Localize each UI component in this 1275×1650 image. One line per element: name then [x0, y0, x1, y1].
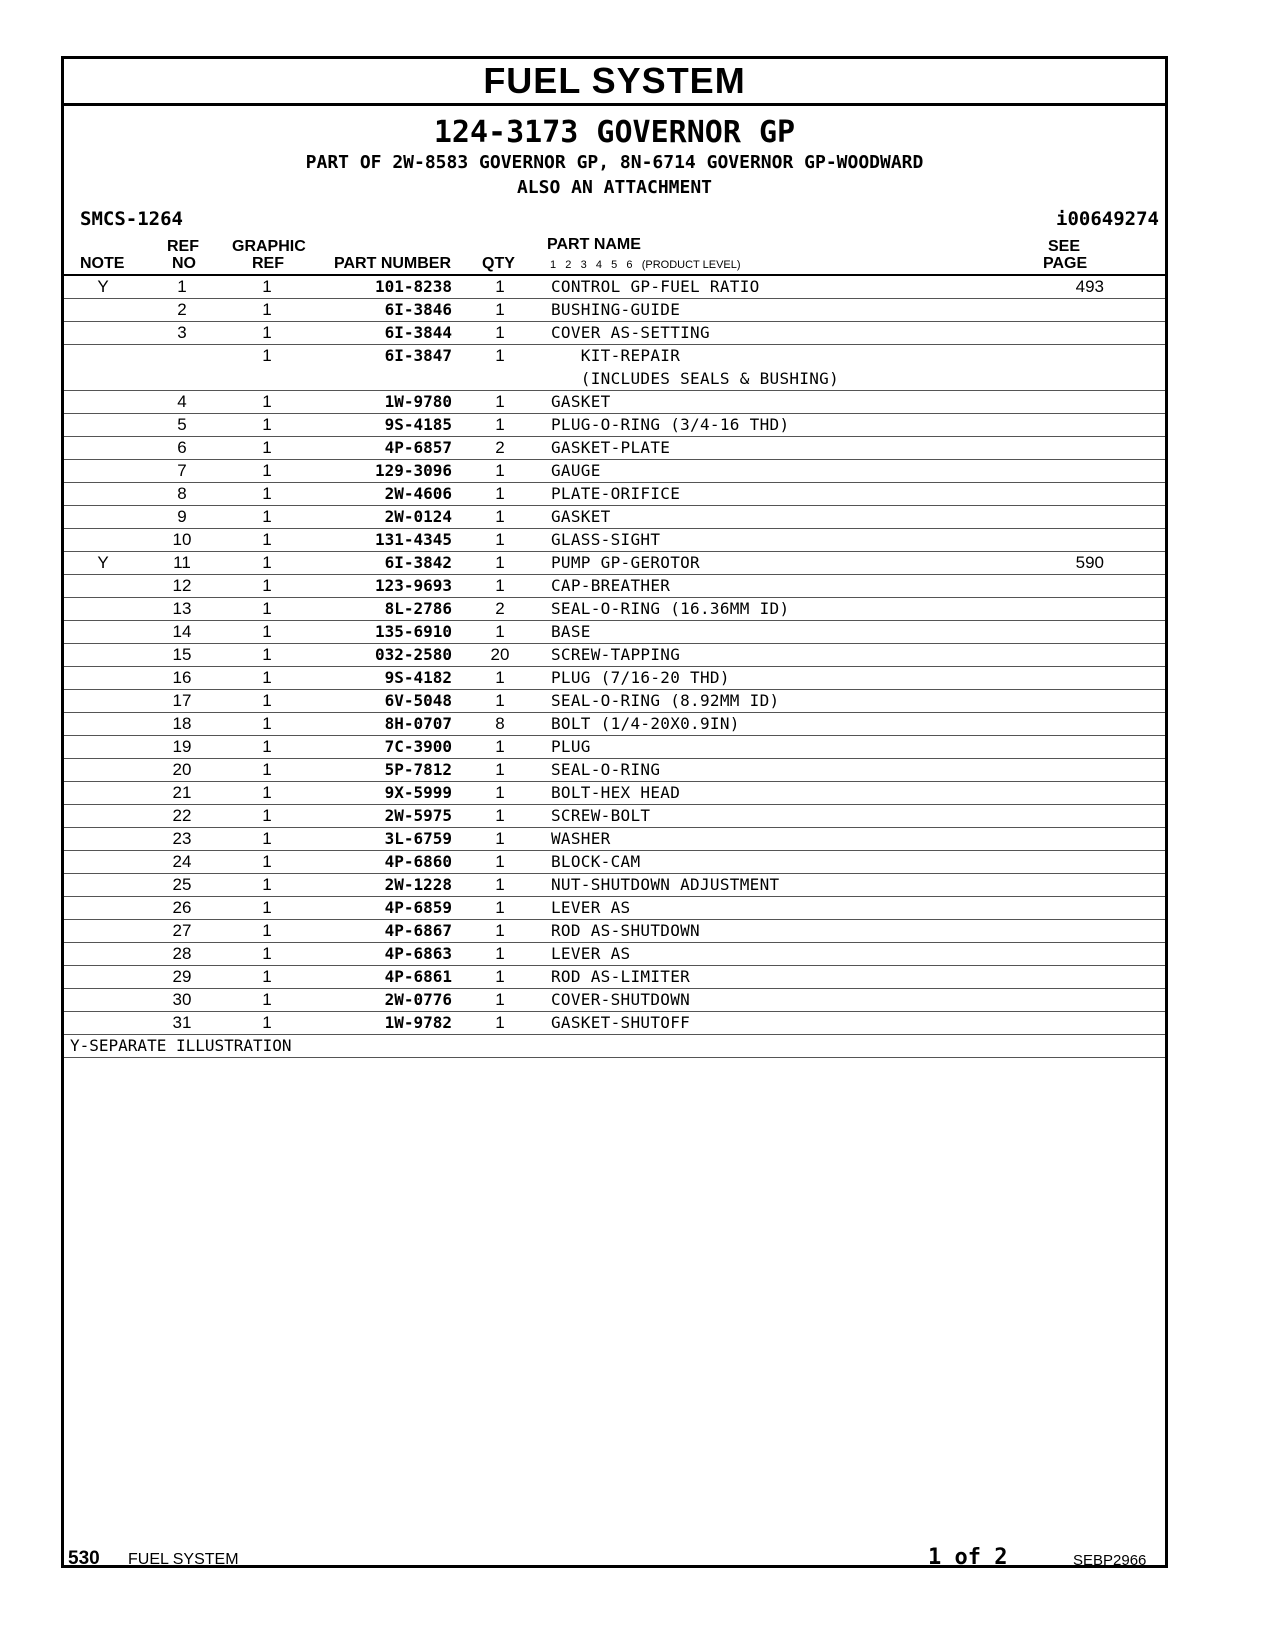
graphic-ref-cell: 1	[262, 346, 272, 365]
table-row	[64, 1012, 1165, 1035]
part-number-cell: 5P-7812	[384, 760, 452, 779]
part-name-cell: PLUG (7/16-20 THD)	[551, 668, 730, 687]
ref-no-cell: 30	[172, 990, 192, 1009]
ref-no-cell: 26	[172, 898, 192, 917]
ref-no-cell: 28	[172, 944, 192, 963]
part-number-cell: 1W-9782	[384, 1013, 452, 1032]
ref-no-cell: 7	[177, 461, 187, 480]
header-ref-line1: REF	[167, 238, 199, 255]
part-number-cell: 1W-9780	[384, 392, 452, 411]
graphic-ref-cell: 1	[262, 944, 272, 963]
part-number-cell: 8H-0707	[384, 714, 452, 733]
part-number-cell: 2W-0776	[384, 990, 452, 1009]
part-number-cell: 4P-6859	[384, 898, 452, 917]
ref-no-cell: 8	[177, 484, 187, 503]
part-number-cell: 6I-3844	[384, 323, 452, 342]
graphic-ref-cell: 1	[262, 737, 272, 756]
qty-cell: 1	[495, 898, 505, 917]
part-number-cell: 6V-5048	[384, 691, 452, 710]
table-row	[64, 483, 1165, 506]
note-cell: Y	[97, 277, 109, 296]
part-name-cell: SCREW-BOLT	[551, 806, 651, 825]
graphic-ref-cell: 1	[262, 553, 272, 572]
table-row	[64, 644, 1165, 667]
table-row	[64, 920, 1165, 943]
part-name-cell: GAUGE	[551, 461, 601, 480]
part-name-cell: BLOCK-CAM	[551, 852, 641, 871]
qty-cell: 1	[495, 806, 505, 825]
footer-doc-id: SEBP2966	[1073, 1552, 1147, 1569]
footer-page-number: 530	[68, 1548, 100, 1569]
ref-no-cell: 1	[177, 277, 187, 296]
qty-cell: 1	[495, 622, 505, 641]
part-number-cell: 2W-5975	[384, 806, 452, 825]
qty-cell: 1	[495, 484, 505, 503]
qty-cell: 1	[495, 875, 505, 894]
part-name-cell: SEAL-O-RING (16.36MM ID)	[551, 599, 790, 618]
part-number-cell: 9S-4182	[384, 668, 452, 687]
part-name-cell: LEVER AS	[551, 944, 631, 963]
part-name-cell: SEAL-O-RING (8.92MM ID)	[551, 691, 780, 710]
part-name-cell: PLATE-ORIFICE	[551, 484, 681, 503]
table-header	[64, 236, 1165, 276]
ref-no-cell: 31	[172, 1013, 192, 1032]
graphic-ref-cell: 1	[262, 438, 272, 457]
graphic-ref-cell: 1	[262, 277, 272, 296]
part-name-cell: SCREW-TAPPING	[551, 645, 681, 664]
ref-no-cell: 6	[177, 438, 187, 457]
graphic-ref-cell: 1	[262, 875, 272, 894]
group-title: 124-3173 GOVERNOR GP	[433, 115, 796, 150]
parts-table-body	[64, 276, 1165, 1035]
table-row	[64, 414, 1165, 437]
part-number-cell: 4P-6860	[384, 852, 452, 871]
part-number-cell: 131-4345	[374, 530, 452, 549]
table-row	[64, 437, 1165, 460]
graphic-ref-cell: 1	[262, 392, 272, 411]
ref-no-cell: 9	[177, 507, 187, 526]
graphic-ref-cell: 1	[262, 691, 272, 710]
table-row	[64, 368, 1165, 391]
see-page-cell: 590	[1075, 553, 1104, 572]
qty-cell: 1	[495, 346, 505, 365]
table-row	[64, 897, 1165, 920]
footer-section: FUEL SYSTEM	[128, 1551, 239, 1568]
graphic-ref-cell: 1	[262, 760, 272, 779]
part-name-cell: (INCLUDES SEALS & BUSHING)	[551, 369, 840, 388]
graphic-ref-cell: 1	[262, 783, 272, 802]
part-name-cell: GASKET	[551, 507, 611, 526]
graphic-ref-cell: 1	[262, 829, 272, 848]
table-row	[64, 989, 1165, 1012]
part-number-cell: 2W-0124	[384, 507, 452, 526]
qty-cell: 1	[495, 1013, 505, 1032]
subtitle-part-of: PART OF 2W-8583 GOVERNOR GP, 8N-6714 GOVERNOR GP-WOODWARD	[305, 152, 924, 173]
part-name-cell: CAP-BREATHER	[551, 576, 671, 595]
qty-cell: 1	[495, 944, 505, 963]
smcs-code: SMCS-1264	[80, 208, 183, 230]
qty-cell: 1	[495, 967, 505, 986]
ref-no-cell: 3	[177, 323, 187, 342]
part-number-cell: 4P-6857	[384, 438, 452, 457]
qty-cell: 1	[495, 323, 505, 342]
ref-no-cell: 11	[173, 553, 191, 572]
qty-cell: 1	[495, 691, 505, 710]
ref-no-cell: 13	[172, 599, 192, 618]
subtitle-attachment: ALSO AN ATTACHMENT	[516, 177, 713, 198]
table-row	[64, 621, 1165, 644]
part-number-cell: 2W-1228	[384, 875, 452, 894]
part-name-cell: BUSHING-GUIDE	[551, 300, 681, 319]
qty-cell: 1	[495, 553, 505, 572]
graphic-ref-cell: 1	[262, 806, 272, 825]
part-number-cell: 4P-6861	[384, 967, 452, 986]
table-row	[64, 529, 1165, 552]
table-row	[64, 943, 1165, 966]
see-page-cell: 493	[1075, 277, 1104, 296]
graphic-ref-cell: 1	[262, 507, 272, 526]
qty-cell: 1	[495, 668, 505, 687]
table-row	[64, 575, 1165, 598]
table-row	[64, 736, 1165, 759]
qty-cell: 1	[495, 852, 505, 871]
part-number-cell: 135-6910	[374, 622, 452, 641]
part-name-cell: GASKET-PLATE	[551, 438, 671, 457]
qty-cell: 1	[495, 530, 505, 549]
part-number-cell: 9X-5999	[384, 783, 452, 802]
ref-no-cell: 25	[172, 875, 192, 894]
part-number-cell: 2W-4606	[384, 484, 452, 503]
table-row	[64, 759, 1165, 782]
ref-no-cell: 21	[172, 783, 192, 802]
ref-no-cell: 17	[172, 691, 192, 710]
graphic-ref-cell: 1	[262, 645, 272, 664]
part-name-cell: SEAL-O-RING	[551, 760, 661, 779]
part-name-cell: BOLT-HEX HEAD	[551, 783, 681, 802]
part-number-cell: 6I-3842	[384, 553, 452, 572]
ref-no-cell: 19	[172, 737, 192, 756]
graphic-ref-cell: 1	[262, 576, 272, 595]
ref-no-cell: 27	[172, 921, 192, 940]
ref-no-cell: 20	[172, 760, 192, 779]
table-row	[64, 299, 1165, 322]
part-number-cell: 7C-3900	[384, 737, 452, 756]
qty-cell: 1	[495, 507, 505, 526]
table-row	[64, 805, 1165, 828]
ref-no-cell: 10	[172, 530, 192, 549]
qty-cell: 1	[495, 760, 505, 779]
table-row	[64, 782, 1165, 805]
table-row	[64, 690, 1165, 713]
table-row	[64, 276, 1165, 299]
graphic-ref-cell: 1	[262, 1013, 272, 1032]
table-row	[64, 667, 1165, 690]
part-name-cell: WASHER	[551, 829, 611, 848]
table-row	[64, 828, 1165, 851]
part-number-cell: 4P-6867	[384, 921, 452, 940]
qty-cell: 1	[495, 392, 505, 411]
part-number-cell: 032-2580	[374, 645, 452, 664]
qty-cell: 2	[495, 599, 505, 618]
part-name-cell: COVER AS-SETTING	[551, 323, 710, 342]
header-product-levels: 1 2 3 4 5 6 (PRODUCT LEVEL)	[550, 259, 741, 271]
graphic-ref-cell: 1	[262, 300, 272, 319]
ref-no-cell: 18	[172, 714, 192, 733]
part-number-cell: 6I-3846	[384, 300, 452, 319]
table-row	[64, 552, 1165, 575]
qty-cell: 1	[495, 300, 505, 319]
header-see-line1: SEE	[1048, 238, 1081, 255]
graphic-ref-cell: 1	[262, 714, 272, 733]
header-part-name: PART NAME	[547, 236, 641, 253]
table-row	[64, 506, 1165, 529]
qty-cell: 1	[495, 461, 505, 480]
part-name-cell: PLUG	[551, 737, 591, 756]
part-number-cell: 6I-3847	[384, 346, 452, 365]
page-footer	[0, 1545, 1275, 1578]
table-row	[64, 391, 1165, 414]
graphic-ref-cell: 1	[262, 530, 272, 549]
table-row	[64, 966, 1165, 989]
part-name-cell: KIT-REPAIR	[551, 346, 681, 365]
ref-no-cell: 22	[172, 806, 192, 825]
part-name-cell: COVER-SHUTDOWN	[551, 990, 691, 1009]
graphic-ref-cell: 1	[262, 415, 272, 434]
note-cell: Y	[97, 553, 109, 572]
qty-cell: 1	[495, 277, 505, 296]
header-see-line2: PAGE	[1043, 255, 1088, 272]
qty-cell: 1	[495, 576, 505, 595]
part-name-cell: GASKET	[551, 392, 611, 411]
graphic-ref-cell: 1	[262, 852, 272, 871]
graphic-ref-cell: 1	[262, 599, 272, 618]
header-note: NOTE	[80, 255, 125, 272]
section-title: FUEL SYSTEM	[64, 59, 1165, 106]
reference-row	[64, 208, 1165, 236]
header-qty: QTY	[482, 255, 515, 272]
qty-cell: 20	[490, 645, 510, 664]
graphic-ref-cell: 1	[262, 990, 272, 1009]
part-number-cell: 3L-6759	[384, 829, 452, 848]
ref-no-cell: 5	[177, 415, 187, 434]
part-name-cell: ROD AS-SHUTDOWN	[551, 921, 700, 940]
part-name-cell: BOLT (1/4-20X0.9IN)	[551, 714, 740, 733]
part-number-cell: 123-9693	[374, 576, 452, 595]
table-row	[64, 713, 1165, 736]
graphic-ref-cell: 1	[262, 921, 272, 940]
part-number-cell: 4P-6863	[384, 944, 452, 963]
ref-no-cell: 2	[177, 300, 187, 319]
header-graphic-line2: REF	[252, 255, 284, 272]
qty-cell: 1	[495, 415, 505, 434]
illustration-id: i00649274	[1056, 208, 1159, 230]
part-name-cell: NUT-SHUTDOWN ADJUSTMENT	[551, 875, 780, 894]
table-row	[64, 460, 1165, 483]
qty-cell: 1	[495, 829, 505, 848]
ref-no-cell: 29	[172, 967, 192, 986]
table-row	[64, 345, 1165, 368]
part-name-cell: GASKET-SHUTOFF	[551, 1013, 691, 1032]
part-name-cell: ROD AS-LIMITER	[551, 967, 691, 986]
part-number-cell: 8L-2786	[384, 599, 452, 618]
ref-no-cell: 16	[172, 668, 192, 687]
table-row	[64, 598, 1165, 621]
part-name-cell: BASE	[551, 622, 591, 641]
header-part-number: PART NUMBER	[334, 255, 452, 272]
parts-list-frame	[61, 56, 1168, 1568]
graphic-ref-cell: 1	[262, 967, 272, 986]
header-graphic-line1: GRAPHIC	[232, 238, 306, 255]
ref-no-cell: 12	[172, 576, 192, 595]
part-name-cell: GLASS-SIGHT	[551, 530, 661, 549]
ref-no-cell: 23	[172, 829, 192, 848]
qty-cell: 1	[495, 921, 505, 940]
ref-no-cell: 14	[172, 622, 192, 641]
qty-cell: 1	[495, 737, 505, 756]
part-number-cell: 9S-4185	[384, 415, 452, 434]
qty-cell: 1	[495, 783, 505, 802]
part-name-cell: LEVER AS	[551, 898, 631, 917]
footnote: Y-SEPARATE ILLUSTRATION	[64, 1035, 1165, 1058]
qty-cell: 1	[495, 990, 505, 1009]
part-name-cell: PUMP GP-GEROTOR	[551, 553, 700, 572]
part-number-cell: 101-8238	[374, 277, 452, 296]
table-row	[64, 874, 1165, 897]
qty-cell: 2	[495, 438, 505, 457]
qty-cell: 8	[495, 714, 505, 733]
table-row	[64, 851, 1165, 874]
part-name-cell: PLUG-O-RING (3/4-16 THD)	[551, 415, 790, 434]
ref-no-cell: 24	[172, 852, 192, 871]
graphic-ref-cell: 1	[262, 323, 272, 342]
graphic-ref-cell: 1	[262, 668, 272, 687]
part-number-cell: 129-3096	[374, 461, 452, 480]
header-ref-line2: NO	[172, 255, 196, 272]
graphic-ref-cell: 1	[262, 484, 272, 503]
ref-no-cell: 4	[177, 392, 187, 411]
footer-page-of: 1 of 2	[928, 1545, 1008, 1570]
table-row	[64, 322, 1165, 345]
ref-no-cell: 15	[172, 645, 192, 664]
graphic-ref-cell: 1	[262, 461, 272, 480]
part-name-cell: CONTROL GP-FUEL RATIO	[551, 277, 760, 296]
graphic-ref-cell: 1	[262, 898, 272, 917]
graphic-ref-cell: 1	[262, 622, 272, 641]
